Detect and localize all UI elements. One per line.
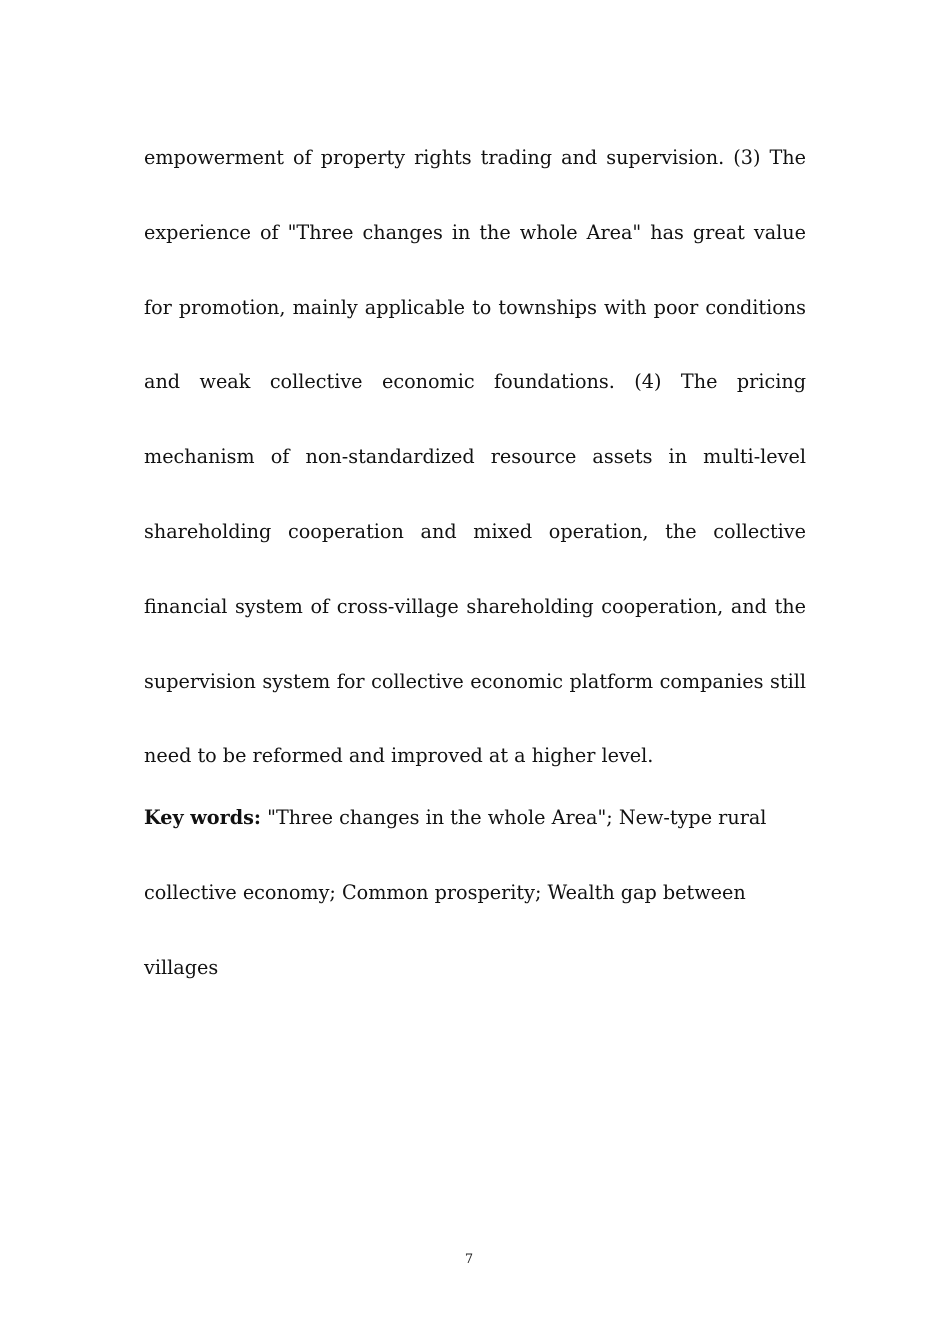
page-number: 7 — [464, 1252, 474, 1267]
keywords-text: "Three changes in the whole Area"; New-type rural collective economy; Common prosperity; Wealth gap between villages — [144, 806, 767, 979]
abstract-continuation-paragraph: empowerment of property rights trading and supervision. (3) The experience of "Three changes in the whole Area" has great value for promotion, mainly applicable to townships with poor conditions and weak collective economic foundations. (4) The pricing mechanism of non-standardized resource assets in multi-level shareholding cooperation and mixed operation, the collective financial system of cross-village shareholding cooperation, and the supervision system for collective economic platform companies still need to be reformed and improved at a higher level. — [144, 146, 806, 768]
keywords-label: Key words: — [144, 806, 262, 829]
keywords-paragraph — [144, 781, 806, 1005]
